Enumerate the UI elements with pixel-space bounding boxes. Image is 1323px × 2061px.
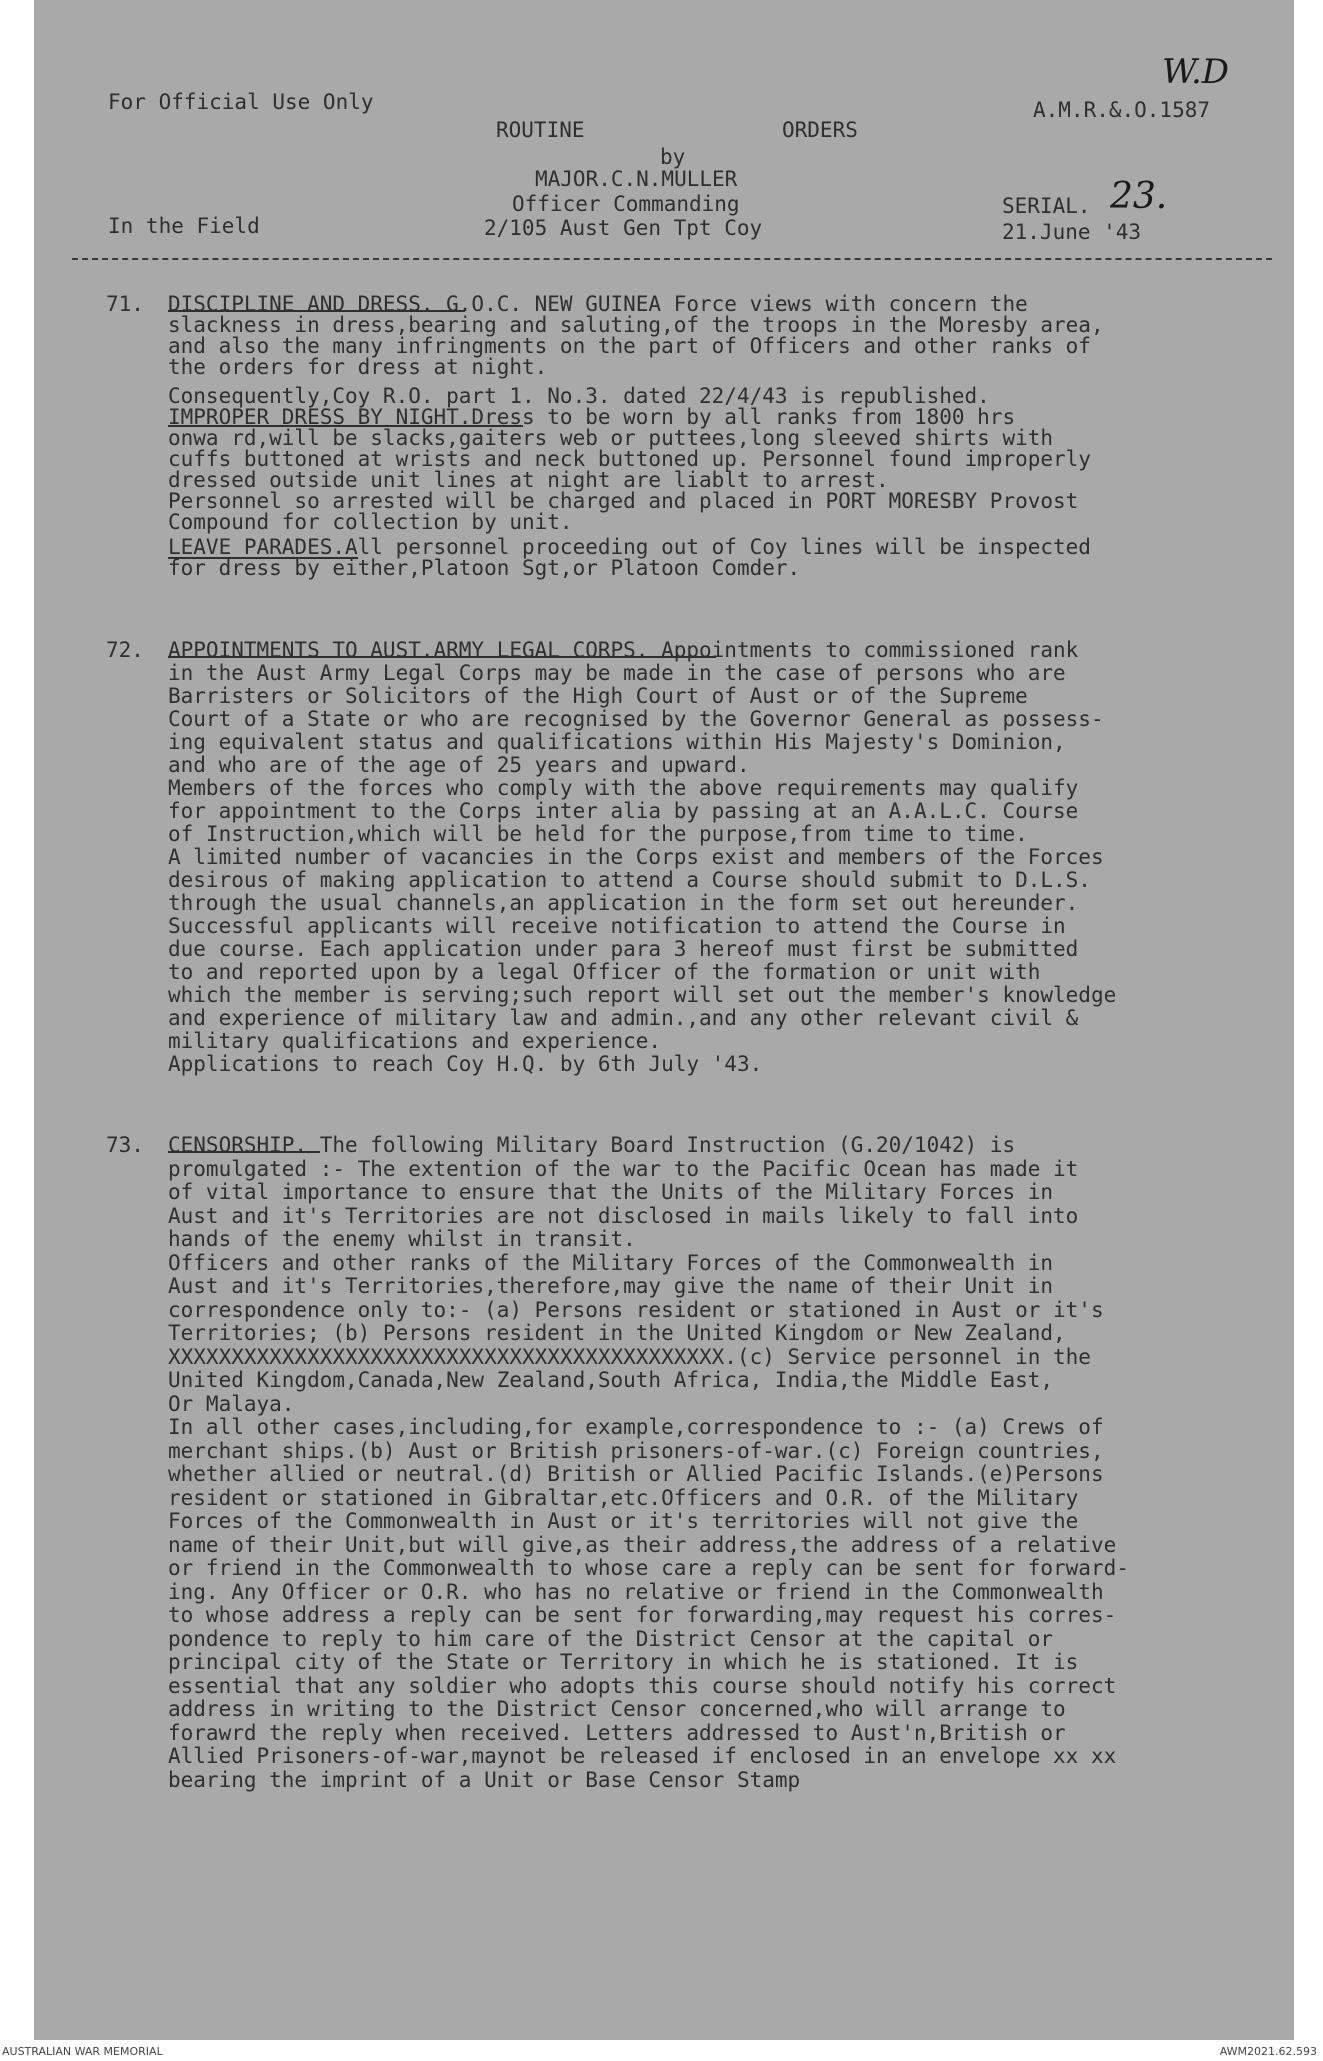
text-line: principal city of the State or Territory in which he is stationed. It is [168, 1650, 1079, 1674]
text-line: ing. Any Officer or O.R. who has no relative or friend in the Commonwealth [168, 1579, 1104, 1604]
reference-number: A.M.R.&.O.1587 [1033, 98, 1211, 122]
text-line: LEAVE PARADES.All personnel proceeding out of Coy lines will be inspected [168, 535, 1091, 559]
text-line: Aust and it's Territories,therefore,may give the name of their Unit in [168, 1274, 1054, 1298]
text-line: Applications to reach Coy H.Q. by 6th July '43. [168, 1052, 763, 1076]
text-line: Allied Prisoners-of-war,maynot be released if enclosed in an envelope xx xx [168, 1744, 1117, 1768]
text-line: due course. Each application under para 3 hereof must first be submitted [168, 937, 1079, 961]
heading-underline-discipline [168, 310, 465, 312]
paragraph-number: 71. [106, 292, 144, 316]
text-line: whether allied or neutral.(d) British or Allied Pacific Islands.(e)Persons [168, 1462, 1104, 1486]
text-line: cuffs buttoned at wrists and neck buttoned up. Personnel found improperly [168, 447, 1091, 471]
text-line: Barristers or Solicitors of the High Court of Aust or of the Supreme [168, 684, 1028, 708]
footer-right: AWM2021.62.593 [1219, 2045, 1317, 2058]
text-line: Members of the forces who comply with the above requirements may qualify [168, 776, 1079, 800]
text-line: ing equivalent status and qualifications within His Majesty's Dominion, [168, 730, 1066, 754]
text-line: through the usual channels,an application in the form set out hereunder. [168, 891, 1079, 915]
heading-underline-censorship [168, 1151, 320, 1153]
text-line: in the Aust Army Legal Corps may be made in the case of persons who are [168, 661, 1066, 685]
text-line: and experience of military law and admin.,and any other relevant civil & [168, 1006, 1079, 1030]
title-orders: ORDERS [782, 118, 858, 142]
serial-label: SERIAL. [1002, 194, 1091, 218]
text-line: the orders for dress at night. [168, 355, 548, 379]
officer-role: Officer Commanding [512, 192, 740, 216]
text-line: onwa rd,will be slacks,gaiters web or puttees,long sleeved shirts with [168, 426, 1054, 450]
text-line: which the member is serving;such report will set out the member's knowledge [168, 983, 1117, 1007]
text-line: correspondence only to:- (a) Persons resident or stationed in Aust or it's [168, 1297, 1104, 1322]
text-line: desirous of making application to attend a Course should submit to D.L.S. [168, 868, 1091, 892]
header-divider [72, 258, 1272, 260]
text-line: In all other cases,including,for example,correspondence to :- (a) Crews of [168, 1415, 1104, 1439]
text-line: of vital importance to ensure that the Units of the Military Forces in [168, 1180, 1054, 1204]
official-use-label: For Official Use Only [108, 90, 374, 114]
text-line: promulgated :- The extention of the war to the Pacific Ocean has made it [168, 1156, 1079, 1181]
unit-name: 2/105 Aust Gen Tpt Coy [484, 216, 763, 240]
text-line: forawrd the reply when received. Letters addressed to Aust'n,British or [168, 1720, 1066, 1745]
text-line: bearing the imprint of a Unit or Base Censor Stamp [168, 1767, 801, 1792]
text-line: hands of the enemy whilst in transit. [168, 1227, 636, 1251]
text-line: military qualifications and experience. [168, 1029, 662, 1053]
text-line: pondence to reply to him care of the District Censor at the capital or [168, 1626, 1054, 1651]
text-line: name of their Unit,but will give,as their address,the address of a relative [168, 1532, 1117, 1557]
paragraph-number: 72. [106, 638, 144, 662]
text-line: essential that any soldier who adopts this course should notify his correct [168, 1673, 1117, 1698]
serial-number: 23. [1110, 176, 1168, 217]
text-line: Successful applicants will receive notification to attend the Course in [168, 914, 1066, 938]
text-line: dressed outside unit lines at night are liablt to arrest. [168, 468, 889, 492]
heading-underline-leave-parades [168, 557, 358, 559]
text-line: APPOINTMENTS TO AUST.ARMY LEGAL CORPS. Appointments to commissioned rank [168, 638, 1079, 662]
text-line: slackness in dress,bearing and saluting,of the troops in the Moresby area, [168, 313, 1104, 337]
text-line: Or Malaya. [168, 1391, 295, 1416]
text-line: Court of a State or who are recognised by the Governor General as possess- [168, 707, 1104, 731]
text-line: resident or stationed in Gibraltar,etc.Officers and O.R. of the Military [168, 1485, 1079, 1510]
struck-text-line: XXXXXXXXXXXXXXXXXXXXXXXXXXXXXXXXXXXXXXXXXXXX.(c) Service personnel in the [168, 1344, 1091, 1369]
officer-name: MAJOR.C.N.MULLER [535, 167, 738, 191]
text-line: A limited number of vacancies in the Corps exist and members of the Forces [168, 845, 1104, 869]
text-line: and also the many infringments on the part of Officers and other ranks of [168, 334, 1091, 358]
title-by: by [660, 145, 686, 169]
paragraph-number: 73. [106, 1133, 144, 1157]
text-line: Forces of the Commonwealth in Aust or it's territories will not give the [168, 1509, 1079, 1533]
text-line: Personnel so arrested will be charged and placed in PORT MORESBY Provost [168, 489, 1079, 513]
text-line: for appointment to the Corps inter alia by passing at an A.A.L.C. Course [168, 799, 1079, 823]
text-line: Officers and other ranks of the Military Forces of the Commonwealth in [168, 1250, 1054, 1275]
text-line: Aust and it's Territories are not disclosed in mails likely to fall into [168, 1203, 1079, 1228]
footer-left: AUSTRALIAN WAR MEMORIAL [2, 2045, 163, 2058]
text-line: CENSORSHIP. The following Military Board Instruction (G.20/1042) is [168, 1133, 1016, 1157]
text-line: address in writing to the District Censor concerned,who will arrange to [168, 1697, 1066, 1721]
location: In the Field [108, 214, 260, 238]
title-routine: ROUTINE [496, 118, 585, 142]
heading-underline-improper-dress [168, 425, 523, 427]
handwritten-initials: W.D [1162, 52, 1230, 92]
text-line: Territories; (b) Persons resident in the United Kingdom or New Zealand, [168, 1321, 1066, 1345]
heading-underline-legal-corps [168, 656, 716, 658]
text-line: DISCIPLINE AND DRESS. G.O.C. NEW GUINEA Force views with concern the [168, 292, 1028, 316]
text-line: United Kingdom,Canada,New Zealand,South Africa, India,the Middle East, [168, 1368, 1054, 1392]
text-line: IMPROPER DRESS BY NIGHT.Dress to be worn by all ranks from 1800 hrs [168, 405, 1016, 429]
text-line: for dress by either,Platoon Sgt,or Platoon Comder. [168, 556, 801, 580]
text-line: Compound for collection by unit. [168, 510, 573, 534]
text-line: Consequently,Coy R.O. part 1. No.3. dated 22/4/43 is republished. [168, 384, 990, 408]
text-line: to and reported upon by a legal Officer of the formation or unit with [168, 960, 1041, 984]
text-line: merchant ships.(b) Aust or British prisoners-of-war.(c) Foreign countries, [168, 1438, 1104, 1463]
text-line: and who are of the age of 25 years and upward. [168, 753, 750, 777]
text-line: or friend in the Commonwealth to whose care a reply can be sent for forward- [168, 1556, 1129, 1580]
order-date: 21.June '43 [1002, 220, 1142, 244]
text-line: to whose address a reply can be sent for forwarding,may request his corres- [168, 1603, 1117, 1627]
text-line: of Instruction,which will be held for the purpose,from time to time. [168, 822, 1028, 846]
